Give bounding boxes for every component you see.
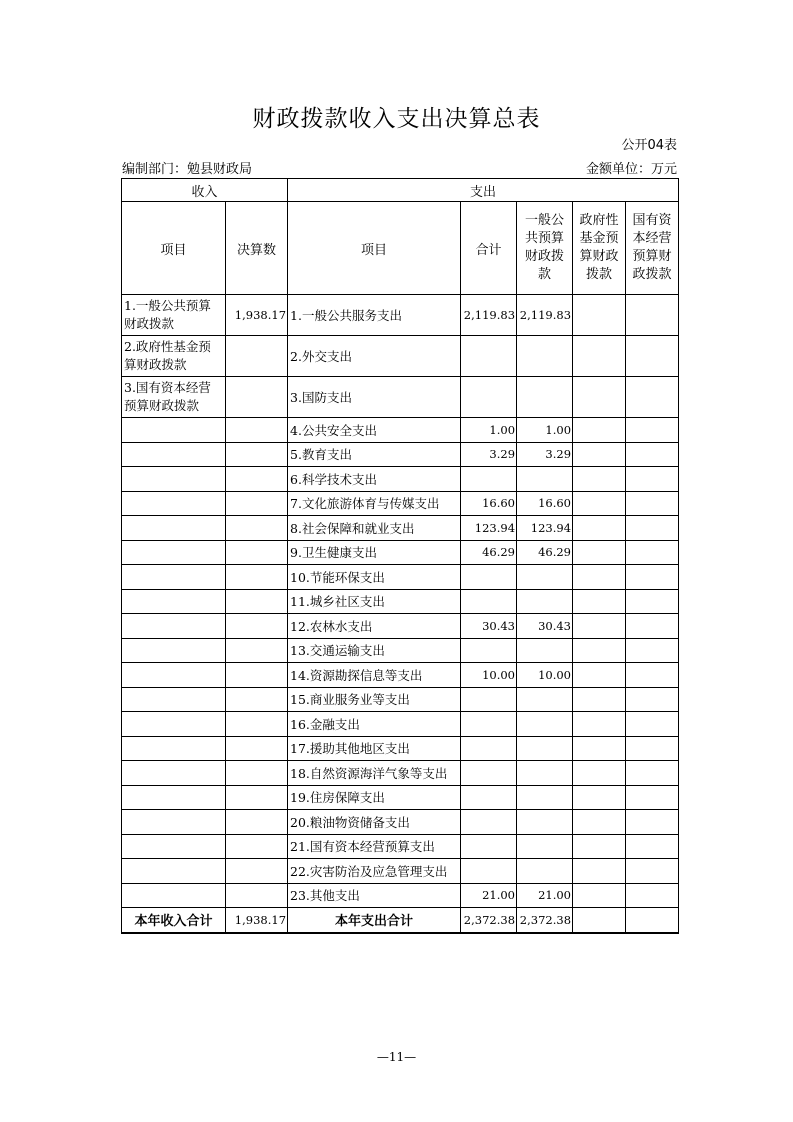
table-row [122, 516, 679, 541]
expense-capital-cell [626, 761, 679, 786]
income-item-cell: 1.一般公共预算财政拨款 [122, 295, 226, 336]
income-item-cell [122, 785, 226, 810]
income-amount-cell [226, 516, 288, 541]
income-total-label: 本年收入合计 [122, 908, 226, 933]
table-row [122, 761, 679, 786]
table-row [122, 687, 679, 712]
income-item-cell [122, 442, 226, 467]
income-item-cell [122, 687, 226, 712]
expense-total-cell: 123.94 [461, 516, 517, 541]
expense-total-cell: 1.00 [461, 418, 517, 443]
income-amount-cell [226, 638, 288, 663]
income-amount-cell [226, 859, 288, 884]
expense-total-cell: 16.60 [461, 491, 517, 516]
header-row-1 [122, 179, 679, 202]
expense-total-cell [461, 736, 517, 761]
expense-fund-cell [573, 516, 626, 541]
income-amount-cell [226, 614, 288, 639]
expense-general-cell [517, 589, 573, 614]
expense-capital-cell [626, 377, 679, 418]
income-amount-cell [226, 785, 288, 810]
form-number: 公开04表 [621, 138, 677, 153]
expense-general-cell [517, 687, 573, 712]
expense-total-cell [461, 712, 517, 737]
income-item-cell [122, 491, 226, 516]
expense-item-cell: 21.国有资本经营预算支出 [288, 834, 461, 859]
expense-total-cell [461, 467, 517, 492]
expense-capital-cell [626, 859, 679, 884]
expense-item-cell: 13.交通运输支出 [288, 638, 461, 663]
expense-item-cell: 5.教育支出 [288, 442, 461, 467]
income-item-cell [122, 859, 226, 884]
expense-fund-cell [573, 336, 626, 377]
expense-capital-cell [626, 810, 679, 835]
expense-general-cell [517, 785, 573, 810]
expense-header: 支出 [288, 179, 679, 202]
expense-fund-cell [573, 565, 626, 590]
income-item-cell [122, 565, 226, 590]
expense-item-cell: 17.援助其他地区支出 [288, 736, 461, 761]
income-amount-cell [226, 491, 288, 516]
expense-fund-cell [573, 883, 626, 908]
income-item-cell [122, 540, 226, 565]
income-amount-cell [226, 810, 288, 835]
table-row [122, 467, 679, 492]
expense-fund-cell [573, 736, 626, 761]
income-amount-cell [226, 712, 288, 737]
expense-capital-cell [626, 491, 679, 516]
expense-item-cell: 16.金融支出 [288, 712, 461, 737]
table-row [122, 614, 679, 639]
page-number: —11— [376, 1050, 417, 1064]
expense-fund-cell [573, 377, 626, 418]
income-amount-cell [226, 540, 288, 565]
expense-total-cell [461, 377, 517, 418]
expense-item-cell: 12.农林水支出 [288, 614, 461, 639]
expense-item-cell: 14.资源勘探信息等支出 [288, 663, 461, 688]
expense-capital-cell [626, 540, 679, 565]
page-title: 财政拨款收入支出决算总表 [252, 106, 541, 132]
income-item-cell [122, 663, 226, 688]
expense-capital-cell [626, 834, 679, 859]
income-amount-cell [226, 442, 288, 467]
income-item-cell: 3.国有资本经营预算财政拨款 [122, 377, 226, 418]
department-label: 编制部门：勉县财政局 [122, 162, 253, 177]
expense-capital-cell [626, 442, 679, 467]
income-header: 收入 [122, 179, 288, 202]
expense-total-cell: 46.29 [461, 540, 517, 565]
expense-general-cell [517, 859, 573, 884]
expense-fund-cell [573, 295, 626, 336]
table-row [122, 834, 679, 859]
expense-capital-cell [626, 614, 679, 639]
income-amount-cell [226, 663, 288, 688]
expense-total-cell [461, 565, 517, 590]
expense-total-cell [461, 336, 517, 377]
budget-table [121, 178, 679, 934]
expense-capital-cell [626, 785, 679, 810]
income-item-cell [122, 467, 226, 492]
income-amount-cell [226, 589, 288, 614]
expense-capital-cell [626, 516, 679, 541]
income-amount-cell [226, 761, 288, 786]
table-row [122, 589, 679, 614]
income-item-cell [122, 736, 226, 761]
expense-item-header: 项目 [288, 202, 461, 295]
expense-fund-cell [573, 663, 626, 688]
expense-fund-cell [573, 614, 626, 639]
income-amount-cell [226, 736, 288, 761]
final-amount-header: 决算数 [226, 202, 288, 295]
expense-fund-cell [573, 491, 626, 516]
expense-fund-cell [573, 442, 626, 467]
expense-capital-cell [626, 663, 679, 688]
expense-general-cell: 3.29 [517, 442, 573, 467]
income-item-header: 项目 [122, 202, 226, 295]
expense-total-cell: 3.29 [461, 442, 517, 467]
table-row [122, 859, 679, 884]
expense-total-cell [461, 810, 517, 835]
income-amount-cell [226, 377, 288, 418]
expense-item-cell: 3.国防支出 [288, 377, 461, 418]
expense-total-amount: 2,372.38 [461, 908, 517, 933]
expense-fund-cell [573, 810, 626, 835]
expense-capital-cell [626, 712, 679, 737]
expense-capital-cell [626, 418, 679, 443]
expense-item-cell: 6.科学技术支出 [288, 467, 461, 492]
expense-general-cell: 46.29 [517, 540, 573, 565]
table-row [122, 712, 679, 737]
expense-capital-cell [626, 687, 679, 712]
expense-general-cell: 16.60 [517, 491, 573, 516]
income-amount-cell: 1,938.17 [226, 295, 288, 336]
income-item-cell [122, 761, 226, 786]
expense-item-cell: 18.自然资源海洋气象等支出 [288, 761, 461, 786]
expense-general-cell: 21.00 [517, 883, 573, 908]
expense-fund-cell [573, 712, 626, 737]
expense-total-cell [461, 834, 517, 859]
income-amount-cell [226, 687, 288, 712]
table-row [122, 810, 679, 835]
expense-capital-cell [626, 736, 679, 761]
table-row [122, 638, 679, 663]
income-amount-cell [226, 565, 288, 590]
expense-item-cell: 19.住房保障支出 [288, 785, 461, 810]
income-total-amount: 1,938.17 [226, 908, 288, 933]
expense-fund-cell [573, 859, 626, 884]
unit-label: 金额单位：万元 [585, 162, 677, 177]
expense-total-cell [461, 785, 517, 810]
gov-fund-header: 政府性基金预算财政拨款 [573, 202, 626, 295]
expense-item-cell: 22.灾害防治及应急管理支出 [288, 859, 461, 884]
expense-total-cell [461, 687, 517, 712]
table-row [122, 336, 679, 377]
expense-total-cell: 21.00 [461, 883, 517, 908]
expense-general-cell [517, 377, 573, 418]
expense-total-label: 本年支出合计 [288, 908, 461, 933]
expense-fund-cell [573, 785, 626, 810]
income-item-cell [122, 614, 226, 639]
income-amount-cell [226, 834, 288, 859]
table-row [122, 418, 679, 443]
expense-general-cell [517, 810, 573, 835]
expense-total-cell: 10.00 [461, 663, 517, 688]
expense-general-cell [517, 638, 573, 663]
expense-item-cell: 10.节能环保支出 [288, 565, 461, 590]
table-row [122, 883, 679, 908]
expense-item-cell: 11.城乡社区支出 [288, 589, 461, 614]
expense-general-cell [517, 336, 573, 377]
table-row [122, 565, 679, 590]
expense-total-cell [461, 761, 517, 786]
expense-item-cell: 7.文化旅游体育与传媒支出 [288, 491, 461, 516]
expense-fund-cell [573, 418, 626, 443]
expense-fund-cell [573, 638, 626, 663]
income-item-cell [122, 638, 226, 663]
table-row [122, 540, 679, 565]
expense-item-cell: 2.外交支出 [288, 336, 461, 377]
income-item-cell: 2.政府性基金预算财政拨款 [122, 336, 226, 377]
income-item-cell [122, 810, 226, 835]
expense-total-cell [461, 638, 517, 663]
income-amount-cell [226, 418, 288, 443]
expense-capital-cell [626, 589, 679, 614]
expense-fund-total [573, 908, 626, 933]
expense-total-cell [461, 859, 517, 884]
income-item-cell [122, 834, 226, 859]
expense-general-cell: 123.94 [517, 516, 573, 541]
expense-fund-cell [573, 540, 626, 565]
table-row [122, 377, 679, 418]
expense-general-cell: 30.43 [517, 614, 573, 639]
income-item-cell [122, 712, 226, 737]
income-item-cell [122, 516, 226, 541]
expense-general-cell: 1.00 [517, 418, 573, 443]
expense-general-cell [517, 834, 573, 859]
total-header: 合计 [461, 202, 517, 295]
expense-total-cell: 2,119.83 [461, 295, 517, 336]
expense-item-cell: 1.一般公共服务支出 [288, 295, 461, 336]
expense-general-total: 2,372.38 [517, 908, 573, 933]
header-row-2 [122, 202, 679, 295]
income-amount-cell [226, 336, 288, 377]
income-amount-cell [226, 883, 288, 908]
expense-general-cell [517, 467, 573, 492]
expense-fund-cell [573, 834, 626, 859]
expense-capital-cell [626, 883, 679, 908]
expense-capital-cell [626, 467, 679, 492]
expense-general-cell [517, 712, 573, 737]
expense-fund-cell [573, 467, 626, 492]
expense-general-cell: 10.00 [517, 663, 573, 688]
state-capital-header: 国有资本经营预算财政拨款 [626, 202, 679, 295]
income-item-cell [122, 589, 226, 614]
expense-total-cell [461, 589, 517, 614]
table-row [122, 663, 679, 688]
expense-fund-cell [573, 687, 626, 712]
expense-general-cell [517, 565, 573, 590]
expense-item-cell: 15.商业服务业等支出 [288, 687, 461, 712]
expense-capital-cell [626, 336, 679, 377]
income-item-cell [122, 418, 226, 443]
table-row [122, 442, 679, 467]
table-row [122, 295, 679, 336]
income-amount-cell [226, 467, 288, 492]
table-row [122, 736, 679, 761]
expense-capital-cell [626, 565, 679, 590]
expense-capital-total [626, 908, 679, 933]
expense-item-cell: 4.公共安全支出 [288, 418, 461, 443]
table-row [122, 491, 679, 516]
expense-item-cell: 23.其他支出 [288, 883, 461, 908]
expense-capital-cell [626, 638, 679, 663]
expense-capital-cell [626, 295, 679, 336]
expense-fund-cell [573, 589, 626, 614]
general-budget-header: 一般公共预算财政拨款 [517, 202, 573, 295]
expense-item-cell: 9.卫生健康支出 [288, 540, 461, 565]
expense-general-cell [517, 736, 573, 761]
expense-total-cell: 30.43 [461, 614, 517, 639]
expense-item-cell: 8.社会保障和就业支出 [288, 516, 461, 541]
expense-general-cell: 2,119.83 [517, 295, 573, 336]
totals-row [122, 908, 679, 933]
income-item-cell [122, 883, 226, 908]
expense-item-cell: 20.粮油物资储备支出 [288, 810, 461, 835]
table-row [122, 785, 679, 810]
expense-general-cell [517, 761, 573, 786]
expense-fund-cell [573, 761, 626, 786]
